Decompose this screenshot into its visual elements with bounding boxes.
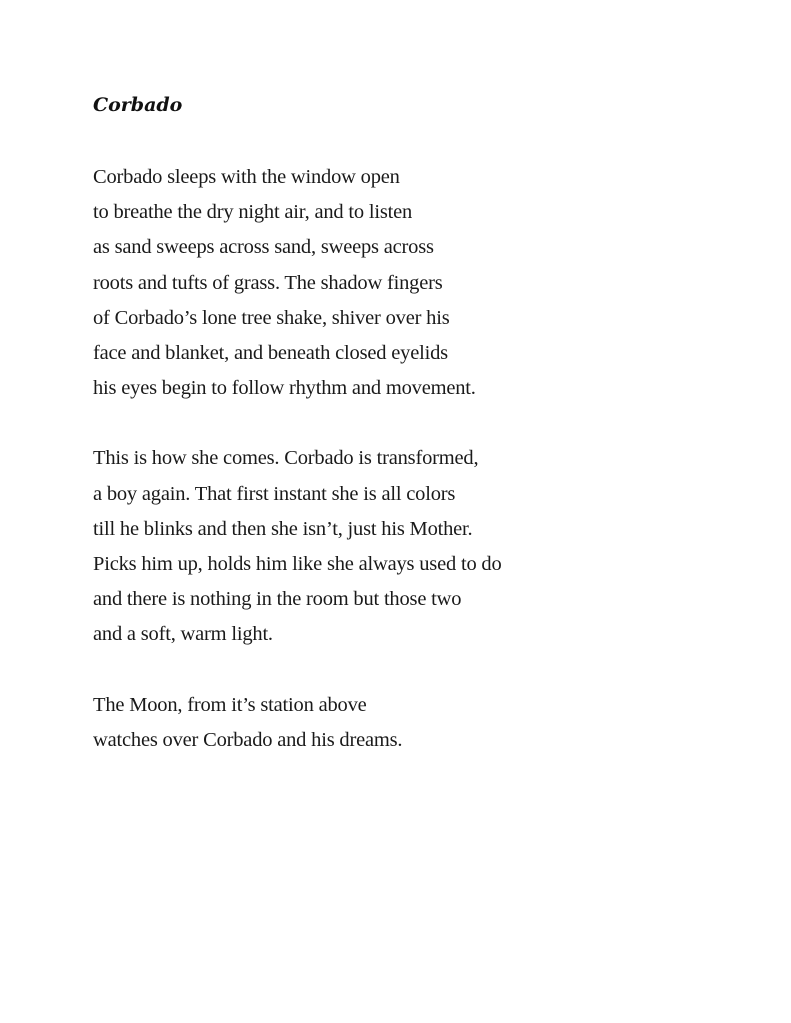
poem-line: of Corbado’s lone tree shake, shiver over his	[93, 306, 450, 329]
poem-line: and a soft, warm light.	[93, 623, 273, 646]
poem-line: his eyes begin to follow rhythm and movement.	[93, 377, 476, 400]
poem-line: a boy again. That first instant she is all colors	[93, 482, 456, 505]
poem-line: to breathe the dry night air, and to listen	[93, 201, 413, 224]
poem-line: roots and tufts of grass. The shadow fingers	[93, 271, 443, 294]
poem-line: Corbado sleeps with the window open	[93, 166, 400, 188]
poem-page	[93, 90, 733, 758]
stanza-1	[93, 160, 733, 406]
poem-line: face and blanket, and beneath closed eyelids	[93, 342, 448, 365]
poem-line: The Moon, from it’s station above	[93, 693, 367, 716]
poem-line: and there is nothing in the room but those two	[93, 588, 462, 611]
poem-line: watches over Corbado and his dreams.	[93, 728, 403, 751]
poem-line: till he blinks and then she isn’t, just his Mother.	[93, 517, 473, 540]
stanza-2	[93, 441, 733, 652]
poem-title: Corbado	[93, 94, 183, 116]
stanza-3	[93, 688, 733, 758]
poem-line: This is how she comes. Corbado is transformed,	[93, 447, 479, 470]
poem-line: Picks him up, holds him like she always used to do	[93, 553, 502, 576]
poem-line: as sand sweeps across sand, sweeps across	[93, 236, 434, 259]
